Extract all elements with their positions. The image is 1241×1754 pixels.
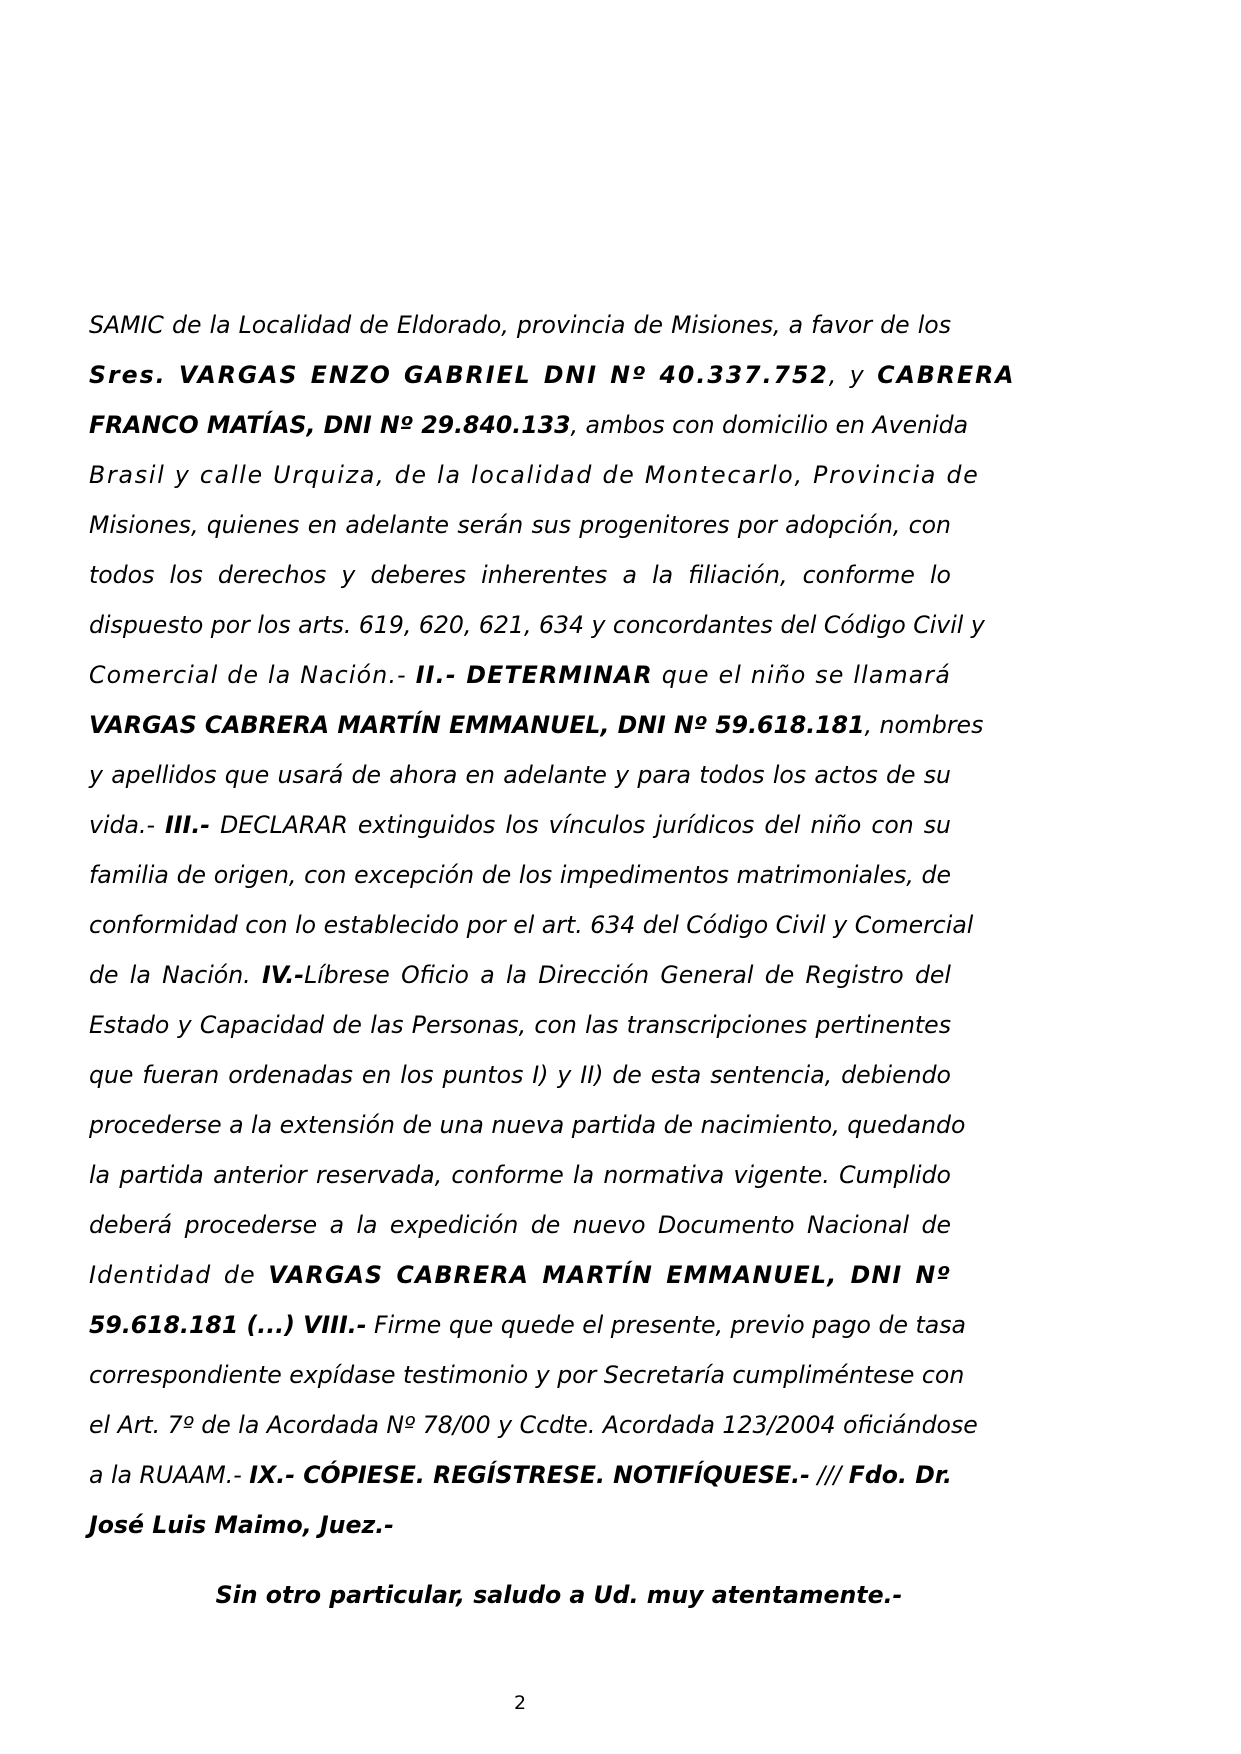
text-line: [89, 1200, 951, 1250]
text-line: [89, 350, 1016, 400]
text-segment: de la Nación.: [89, 961, 262, 989]
bold-text-segment: VARGAS CABRERA MARTÍN EMMANUEL, DNI Nº 59.618.181: [89, 711, 865, 739]
text-line: [89, 450, 980, 500]
text-segment: Líbrese Oficio a la Dirección General de Registro del: [304, 961, 951, 989]
text-segment: Estado y Capacidad de las Personas, con las transcripciones pertinentes: [89, 1011, 951, 1039]
text-line: [89, 300, 951, 350]
closing-salutation: Sin otro particular, saludo a Ud. muy atentamente.-: [215, 1581, 903, 1609]
bold-text-segment: Fdo. Dr.: [848, 1461, 953, 1489]
bold-text-segment: 59.618.181 (...) VIII.-: [89, 1311, 367, 1339]
text-segment: deberá procederse a la expedición de nuevo Documento Nacional de: [89, 1211, 951, 1239]
text-segment: Comercial de la Nación.-: [89, 661, 416, 689]
text-line: [89, 750, 951, 800]
text-line: [89, 1050, 951, 1100]
bold-text-segment: CABRERA: [877, 361, 1016, 389]
text-line: [89, 1100, 966, 1150]
text-segment: todos los derechos y deberes inherentes a la filiación, conforme lo: [89, 561, 951, 589]
text-segment: vida.-: [89, 811, 165, 839]
text-segment: , y: [828, 361, 878, 389]
text-segment: el Art. 7º de la Acordada Nº 78/00 y Ccdte. Acordada 123/2004 oficiándose: [89, 1411, 978, 1439]
text-segment: Identidad de: [89, 1261, 269, 1289]
text-line: [89, 700, 984, 750]
text-segment: a la RUAAM.-: [89, 1461, 250, 1489]
text-line: [89, 1300, 966, 1350]
text-line: [89, 1500, 951, 1550]
text-line: [89, 950, 951, 1000]
text-segment: Firme que quede el presente, previo pago de tasa: [366, 1311, 966, 1339]
text-line: [89, 1350, 965, 1400]
text-segment: correspondiente expídase testimonio y por Secretaría cumpliméntese con: [89, 1361, 965, 1389]
text-segment: ///: [809, 1461, 849, 1489]
text-line: [89, 400, 969, 450]
bold-text-segment: FRANCO MATÍAS, DNI Nº 29.840.133: [89, 411, 571, 439]
text-line: [89, 1250, 951, 1300]
text-segment: Misiones, quienes en adelante serán sus progenitores por adopción, con: [89, 511, 951, 539]
bold-text-segment: VARGAS CABRERA MARTÍN EMMANUEL, DNI Nº: [268, 1261, 952, 1289]
text-segment: familia de origen, con excepción de los impedimentos matrimoniales, de: [89, 861, 951, 889]
bold-text-segment: Sres. VARGAS ENZO GABRIEL DNI Nº 40.337.752: [89, 361, 829, 389]
text-line: [89, 600, 985, 650]
text-line: [89, 550, 951, 600]
resolution-body: [89, 300, 1016, 1550]
page-number: 2: [513, 1692, 527, 1714]
bold-text-segment: IV.-: [261, 961, 305, 989]
bold-text-segment: III.-: [165, 811, 211, 839]
text-line: [89, 850, 951, 900]
text-line: [89, 1400, 978, 1450]
text-segment: DECLARAR extinguidos los vínculos jurídicos del niño con su: [210, 811, 951, 839]
text-segment: procederse a la extensión de una nueva partida de nacimiento, quedando: [89, 1111, 966, 1139]
text-segment: la partida anterior reservada, conforme la normativa vigente. Cumplido: [89, 1161, 951, 1189]
text-line: [89, 1000, 951, 1050]
text-segment: que fueran ordenadas en los puntos I) y II) de esta sentencia, debiendo: [89, 1061, 951, 1089]
text-segment: Brasil y calle Urquiza, de la localidad de Montecarlo, Provincia de: [89, 461, 980, 489]
bold-text-segment: José Luis Maimo, Juez.-: [89, 1511, 394, 1539]
text-line: [89, 1450, 951, 1500]
bold-text-segment: IX.- CÓPIESE. REGÍSTRESE. NOTIFÍQUESE.-: [249, 1461, 810, 1489]
bold-text-segment: II.- DETERMINAR: [415, 661, 653, 689]
text-line: [89, 500, 951, 550]
text-line: [89, 1150, 951, 1200]
text-segment: conformidad con lo establecido por el art. 634 del Código Civil y Comercial: [89, 911, 974, 939]
text-segment: dispuesto por los arts. 619, 620, 621, 634 y concordantes del Código Civil y: [89, 611, 985, 639]
text-segment: , nombres: [864, 711, 984, 739]
text-segment: , ambos con domicilio en Avenida: [570, 411, 969, 439]
text-segment: que el niño se llamará: [652, 661, 951, 689]
text-line: [89, 900, 974, 950]
text-segment: SAMIC de la Localidad de Eldorado, provincia de Misiones, a favor de los: [89, 311, 951, 339]
text-line: [89, 800, 951, 850]
text-line: [89, 650, 951, 700]
text-segment: y apellidos que usará de ahora en adelante y para todos los actos de su: [89, 761, 951, 789]
